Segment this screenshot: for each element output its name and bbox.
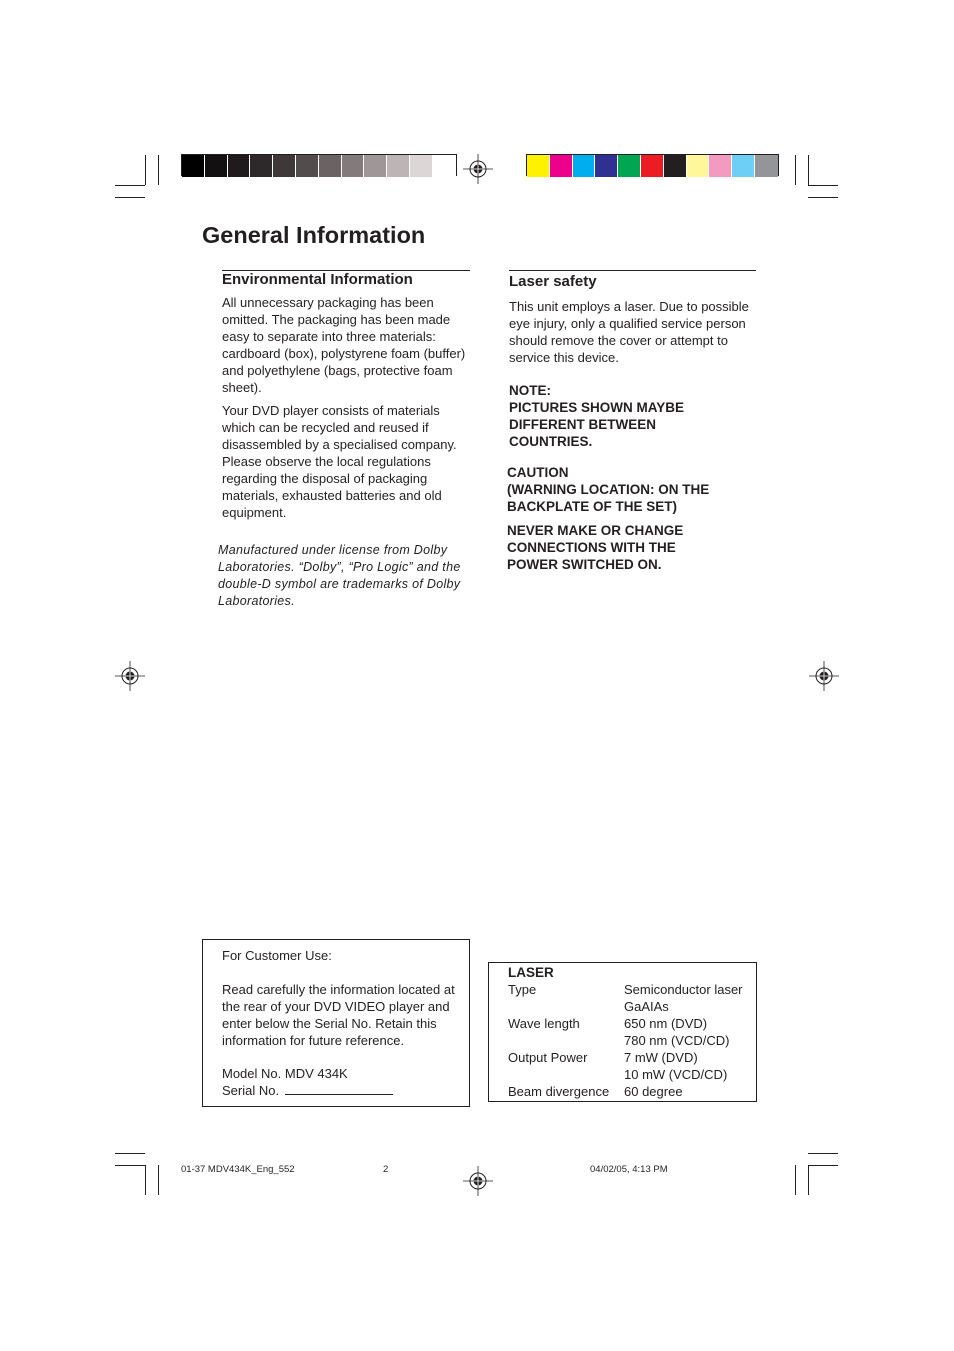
crop-mark [808,185,838,186]
caution-text: (WARNING LOCATION: ON THE BACKPLATE OF THE SET) [507,482,710,514]
crop-mark [808,1165,809,1195]
crop-mark [145,155,146,185]
color-swatch [573,155,596,177]
environmental-paragraph-2: Your DVD player consists of materials which can be recycled and reused if disassembled by a specialised company. Please observe the local regulations regarding the disposal of packaging materials, exhausted batteries and old equipment. [222,403,457,520]
color-swatch [755,155,778,177]
crop-mark [115,1165,145,1166]
registration-mark-icon [809,661,839,691]
laser-safety-heading: Laser safety [509,273,597,290]
laser-spec-key [508,1066,624,1083]
laser-spec-key [508,998,624,1015]
color-swatch [550,155,573,177]
laser-spec-row [508,998,753,1015]
laser-spec-key: Output Power [508,1050,588,1065]
serial-number-blank [285,1082,393,1095]
laser-spec-key [508,1032,624,1049]
customer-use-box [202,939,470,1107]
crop-mark [795,1165,796,1195]
grayscale-color-bar [181,154,457,176]
color-swatch [387,155,410,177]
footer-filename: 01-37 MDV434K_Eng_552 [181,1164,295,1175]
page-title: General Information [202,222,426,248]
serial-number-label: Serial No. [222,1083,280,1098]
laser-spec-row [508,1083,753,1100]
color-swatch [205,155,228,177]
serial-number-field [222,1082,393,1099]
crop-mark [795,155,796,185]
footer-timestamp: 04/02/05, 4:13 PM [590,1164,668,1175]
laser-spec-row [508,1015,753,1032]
laser-spec-value: Semiconductor laser [624,982,743,997]
color-swatch [687,155,710,177]
note-text: PICTURES SHOWN MAYBE DIFFERENT BETWEEN COUNTRIES. [509,400,685,449]
laser-spec-value: 60 degree [624,1084,683,1099]
laser-spec-value: 650 nm (DVD) [624,1016,708,1031]
registration-mark-icon [115,661,145,691]
color-swatch [595,155,618,177]
laser-spec-value: 7 mW (DVD) [624,1050,698,1065]
laser-spec-row [508,1032,753,1049]
crop-mark [808,1165,838,1166]
crop-mark [808,197,838,198]
laser-box-heading: LASER [508,965,554,980]
customer-box-text: Read carefully the information located at the rear of your DVD VIDEO player and enter below the Serial No. Retain this information for future reference. [222,982,455,1048]
caution-warning: NEVER MAKE OR CHANGE CONNECTIONS WITH THE POWER SWITCHED ON. [507,523,684,572]
color-swatch [296,155,319,177]
color-swatch [410,155,433,177]
crop-mark [115,1153,145,1154]
laser-spec-key: Wave length [508,1016,580,1031]
color-swatch [273,155,296,177]
laser-safety-text: This unit employs a laser. Due to possible eye injury, only a qualified service person should remove the cover or attempt to service this device. [509,299,749,365]
laser-spec-value: 10 mW (VCD/CD) [624,1067,728,1082]
laser-spec-box [488,962,757,1102]
crop-mark [115,185,145,186]
environmental-heading: Environmental Information [222,271,413,288]
color-swatch [618,155,641,177]
footer-page-number: 2 [383,1164,389,1175]
dolby-notice: Manufactured under license from Dolby Laboratories. “Dolby”, “Pro Logic” and the double-D symbol are trademarks of Dolby Laboratories. [218,543,461,608]
note-label: NOTE: [509,383,551,398]
color-swatch [342,155,365,177]
laser-spec-row [508,1066,753,1083]
color-swatch [250,155,273,177]
registration-mark-icon [463,154,493,184]
color-swatch [182,155,205,177]
crop-mark [158,1165,159,1195]
color-swatch [732,155,755,177]
color-swatch [433,155,456,177]
caution-label: CAUTION [507,465,569,480]
laser-spec-key: Beam divergence [508,1084,610,1099]
laser-spec-row [508,981,753,998]
laser-spec-value: 780 nm (VCD/CD) [624,1033,730,1048]
environmental-paragraph-1: All unnecessary packaging has been omitted. The packaging has been made easy to separate into three materials: cardboard (box), polystyrene foam (buffer) and polyethylene (bags, protective foam sheet). [222,295,466,395]
crop-mark [808,1153,838,1154]
laser-spec-table [508,981,753,1100]
laser-spec-key: Type [508,982,537,997]
crop-mark [158,155,159,185]
color-swatch [319,155,342,177]
model-number: Model No. MDV 434K [222,1066,348,1081]
color-swatch [527,155,550,177]
registration-mark-icon [463,1166,493,1196]
crop-mark [145,1165,146,1195]
color-swatch [364,155,387,177]
laser-spec-row [508,1049,753,1066]
section-divider [509,270,756,271]
color-swatch [709,155,732,177]
cmyk-color-bar [526,154,779,176]
color-swatch [641,155,664,177]
crop-mark [808,155,809,185]
crop-mark [115,197,145,198]
color-swatch [228,155,251,177]
customer-box-heading: For Customer Use: [222,948,332,963]
color-swatch [664,155,687,177]
laser-spec-value: GaAIAs [624,999,669,1014]
